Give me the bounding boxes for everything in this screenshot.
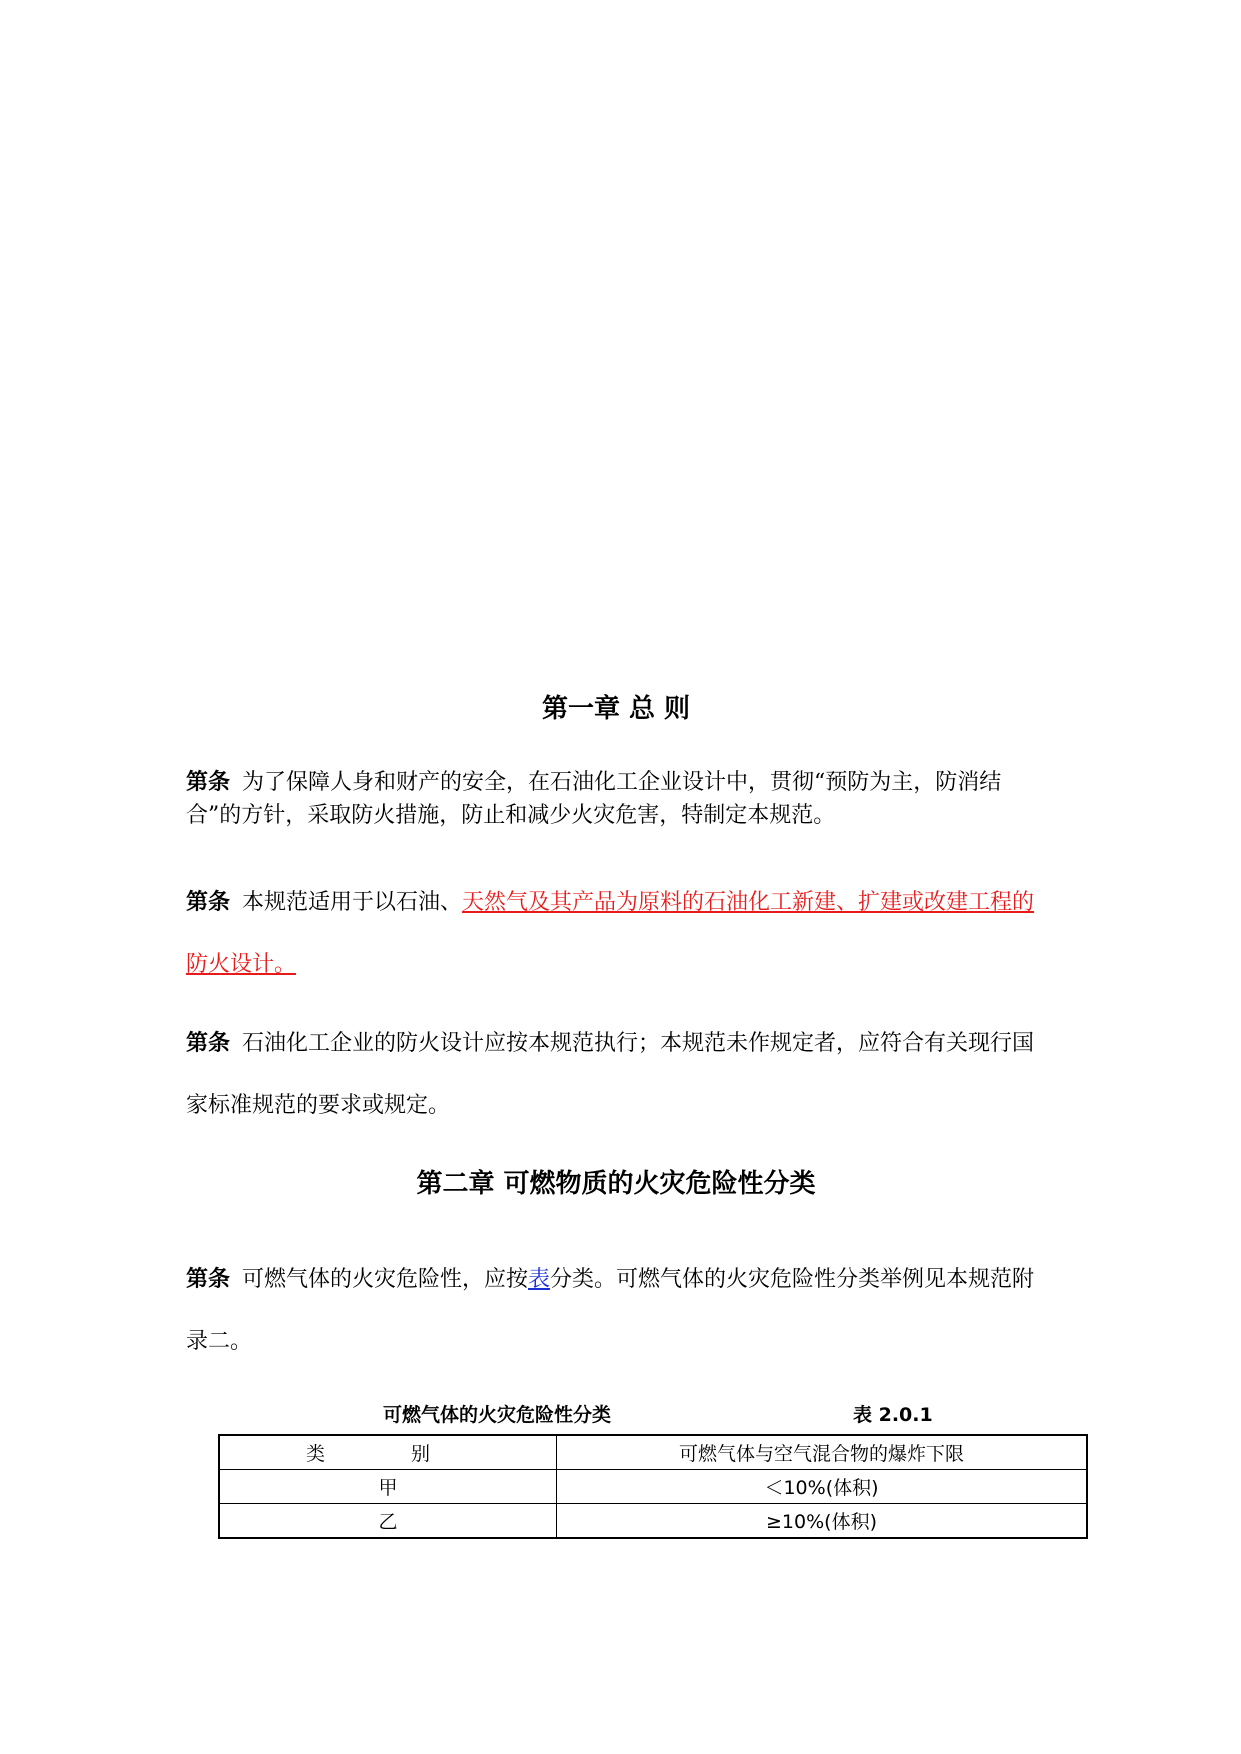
table-header-row [219, 1435, 1087, 1470]
table-caption [218, 1400, 1088, 1430]
cell-limit: ≥10%(体积) [557, 1504, 1088, 1539]
article-text-after: 分类。可燃气体的火灾危险性分类举例见本规范附录二。 [186, 1267, 1035, 1354]
article-text: 为了保障人身和财产的安全，在石油化工企业设计中，贯彻“预防为主，防消结合”的方针，采取防火措施，防止和减少火灾危害，特制定本规范。 [186, 770, 1002, 828]
header-category: 类 别 [219, 1435, 557, 1470]
article-label: 第条 [186, 1267, 231, 1292]
article-4 [186, 1249, 1046, 1373]
article-text: 本规范适用于以石油、 [242, 890, 463, 915]
gas-hazard-table [218, 1434, 1088, 1539]
table-link[interactable]: 表 [528, 1267, 551, 1292]
table-number: 表 2.0.1 [853, 1404, 933, 1426]
article-1 [186, 766, 1046, 832]
chapter-2-title: 第二章 可燃物质的火灾危险性分类 [416, 1169, 816, 1199]
cell-limit: ＜10%(体积) [557, 1470, 1088, 1504]
article-text-before: 可燃气体的火灾危险性，应按 [242, 1267, 529, 1292]
article-label: 第条 [186, 1031, 231, 1056]
table-row [219, 1504, 1087, 1539]
cell-category: 乙 [219, 1504, 557, 1539]
article-3 [186, 1013, 1046, 1137]
header-explosion-limit: 可燃气体与空气混合物的爆炸下限 [557, 1435, 1088, 1470]
highlighted-text: 天然气及其产品为原料的石油化工新建、扩建或改建工程的防火设计。 [186, 890, 1035, 977]
article-label: 第条 [186, 890, 231, 915]
article-label: 第条 [186, 770, 231, 795]
chapter-1-title: 第一章 总 则 [541, 694, 691, 724]
article-text: 石油化工企业的防火设计应按本规范执行；本规范未作规定者，应符合有关现行国家标准规范的要求或规定。 [186, 1031, 1035, 1118]
table-title: 可燃气体的火灾危险性分类 [383, 1404, 612, 1426]
article-2 [186, 872, 1046, 996]
table-row [219, 1470, 1087, 1504]
cell-category: 甲 [219, 1470, 557, 1504]
